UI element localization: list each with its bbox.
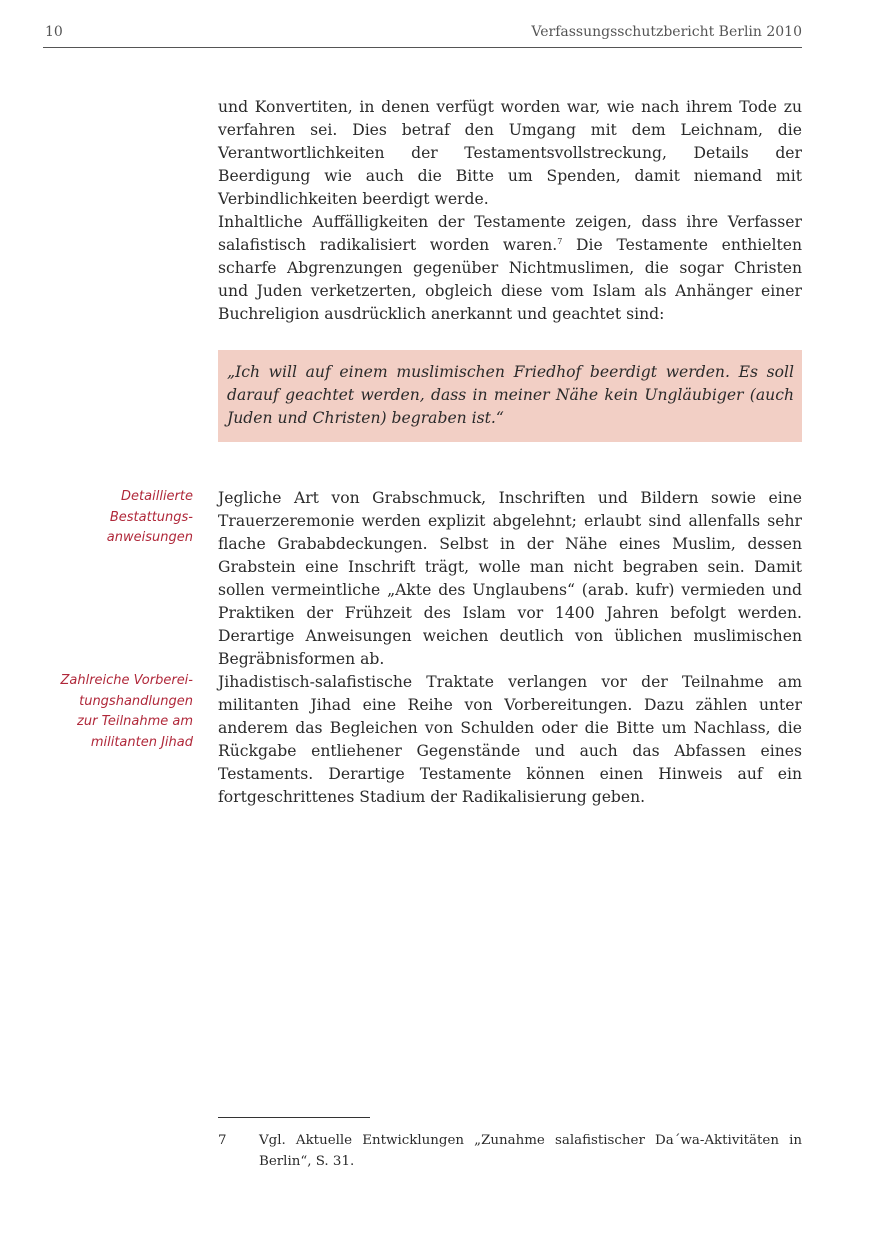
margin-note-line: tungshandlungen <box>79 693 193 709</box>
page-number: 10 <box>45 24 63 40</box>
footnote-number: 7 <box>218 1133 227 1148</box>
paragraph-2-text-a: Inhaltliche Auffälligkeiten der Testamente zeigen, dass ihre Verfasser salafistisch radikalisiert worden waren. <box>218 213 802 254</box>
running-title: Verfassungsschutzbericht Berlin 2010 <box>531 24 802 40</box>
margin-note-line: Zahlreiche Vorberei- <box>60 673 193 688</box>
footnote-divider <box>218 1117 370 1118</box>
paragraph-2-text-b: Die Testamente enthielten scharfe Abgrenzungen gegenüber Nichtmuslimen, die sogar Christen und Juden verketzerten, obgleich diese vom Islam als Anhänger einer Buchreligion ausdrücklich anerkannt und geachtet sind: <box>218 236 802 323</box>
margin-note-line: militanten Jihad <box>90 734 193 750</box>
paragraph-2 <box>218 211 802 326</box>
paragraph-4: Jihadistisch-salafistische Traktate verlangen vor der Teilnahme am militanten Jihad eine Reihe von Vorbereitungen. Dazu zählen unter anderem das Begleichen von Schulden oder die Bitte um Nachlass, die Rückgabe entliehener Gegenstände und auch das Abfassen eines Testaments. Derartige Testamente können einen Hinweis auf ein fortgeschrittenes Stadium der Radikalisierung geben. <box>218 673 802 806</box>
margin-note-burial-instructions <box>43 487 193 549</box>
footnote-text: Vgl. Aktuelle Entwicklungen „Zunahme salafistischer Da´wa-Aktivitäten in Berlin“, S. 31. <box>259 1133 802 1169</box>
paragraph-3: Jegliche Art von Grabschmuck, Inschriften und Bildern sowie eine Trauerzeremonie werden explizit abgelehnt; erlaubt sind allenfalls sehr flache Grababdeckungen. Selbst in der Nähe eines Muslim, dessen Grabstein eine Inschrift trägt, wolle man nicht begraben sein. Damit sollen vermeintliche „Akte des Unglaubens“ (arab. kufr) vermieden und Praktiken der Frühzeit des Islam vor 1400 Jahren befolgt werden. Derartige Anweisungen weichen deutlich von üblichen muslimischen Begräbnisformen ab. <box>218 489 802 668</box>
page-header <box>43 22 802 48</box>
quote-box <box>218 350 802 442</box>
margin-note-line: zur Teilnahme am <box>77 714 193 729</box>
footnote-reference: 7 <box>557 237 563 246</box>
paragraph-1: und Konvertiten, in denen verfügt worden war, wie nach ihrem Tode zu verfahren sei. Dies betraf den Umgang mit dem Leichnam, die Verantwortlichkeiten der Testamentsvollstreckung, Details der Beerdigung wie auch die Bitte um Spenden, damit niemand mit Verbindlichkeiten beerdigt werde. <box>218 98 802 208</box>
margin-note-line: anweisungen <box>106 530 193 545</box>
margin-note-line: Detaillierte <box>121 489 193 504</box>
margin-note-preparations <box>43 671 193 753</box>
margin-note-line: Bestattungs- <box>109 509 193 525</box>
quote-text: „Ich will auf einem muslimischen Friedhof beerdigt werden. Es soll darauf geachtet werden, dass in meiner Nähe kein Ungläubiger (auch Juden und Christen) begraben ist.“ <box>227 363 794 427</box>
